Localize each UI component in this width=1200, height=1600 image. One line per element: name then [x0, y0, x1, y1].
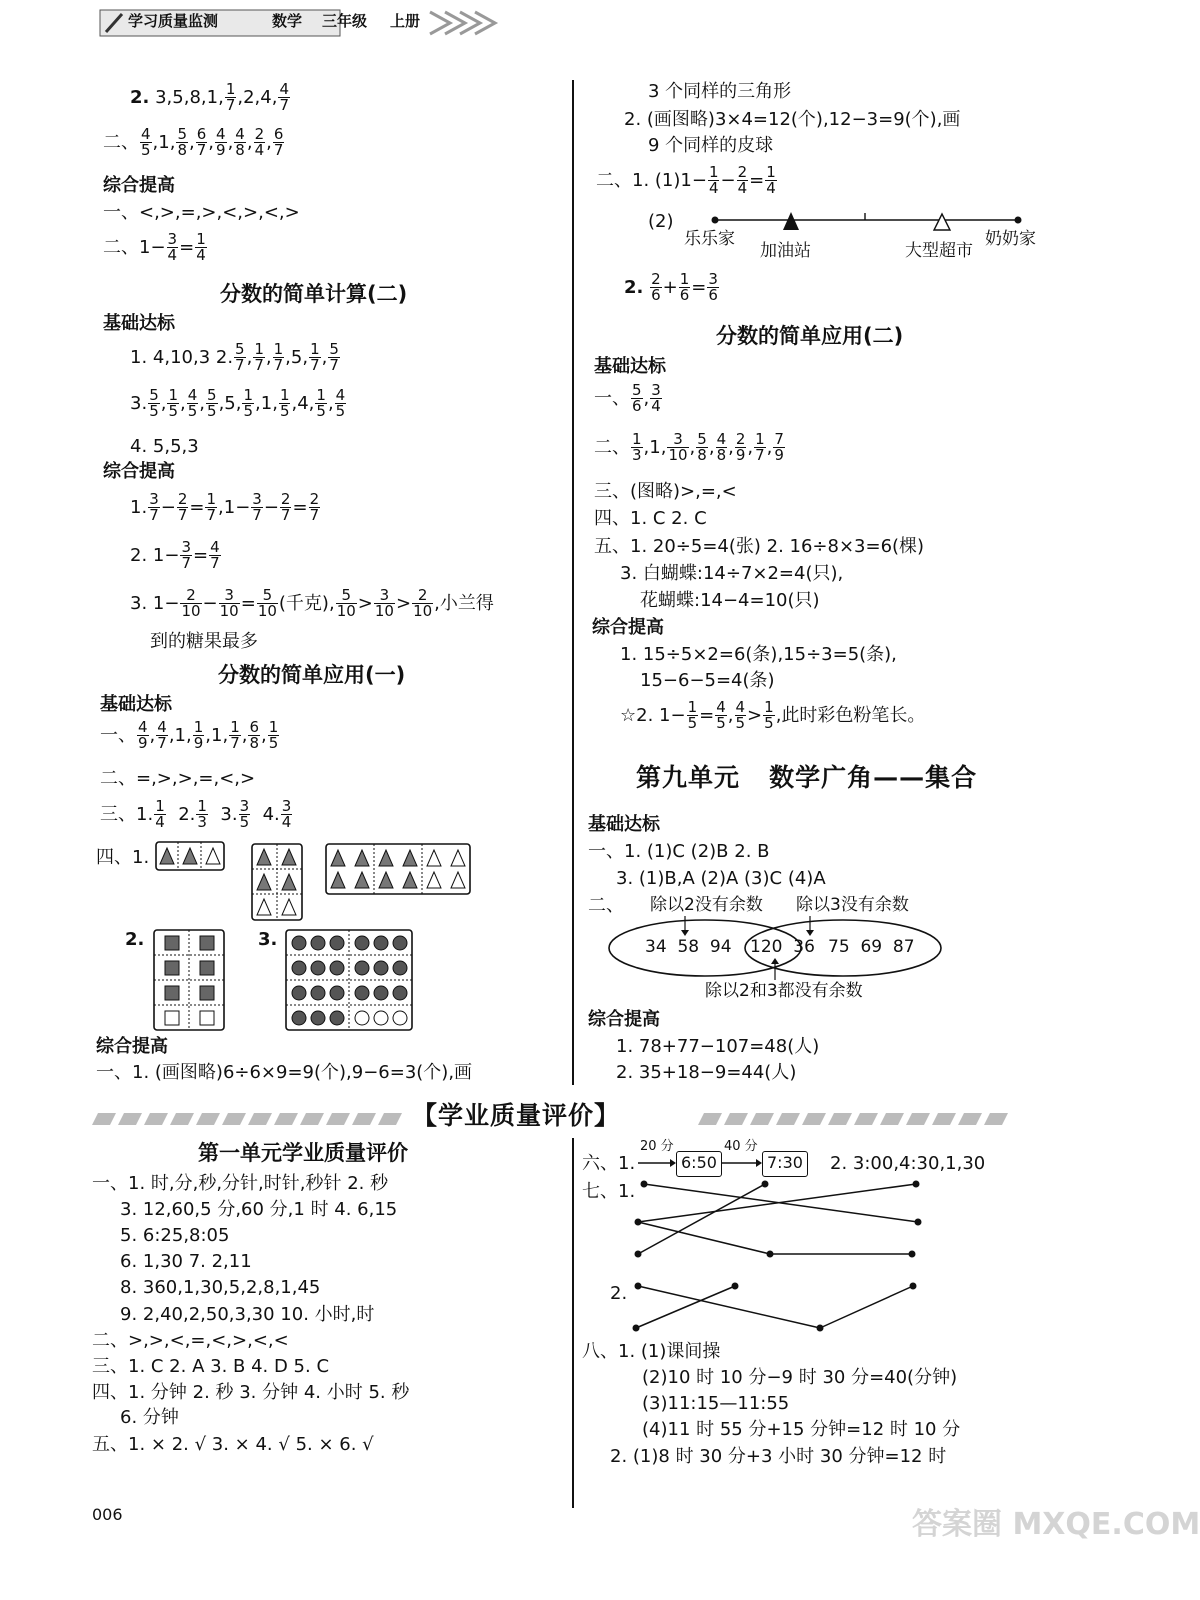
venn-left-set: 34 58 94 [645, 937, 732, 957]
section-label: 综合提高 [588, 1009, 660, 1030]
circle-figure [284, 928, 416, 1032]
answer-line: (2) [648, 211, 674, 232]
venn-intersection: 120 36 [750, 937, 815, 957]
answer-line: 9 个同样的皮球 [648, 135, 774, 156]
header-badge: 学习质量监测 [128, 12, 219, 30]
answer-line: 花蝴蝶:14−4=10(只) [640, 590, 820, 611]
answer-line: 到的糖果最多 [150, 631, 258, 652]
answer-line: 二、 $\frac{4}{5}$ ,1, $\frac{5}{8}$ , $\frac{6}{7}$ , $\frac{4}{9}$ , $\frac{4}{8}$ , $\frac{2}{4}$ , $\frac{6}{7}$ [103, 125, 284, 160]
answer-line: 5. 6:25,8:05 [120, 1225, 230, 1246]
answer-line: 二、1− $\frac{3}{4}$ = $\frac{1}{4}$ [103, 230, 206, 265]
answer-line: 二、 [588, 895, 624, 916]
answer-line: 1. 4,10,3 2. $\frac{5}{7}$ , $\frac{1}{7}$ , $\frac{1}{7}$ ,5, $\frac{1}{7}$ , $\frac{5}{7}$ [130, 340, 339, 375]
answer-line: 1. 78+77−107=48(人) [616, 1036, 820, 1057]
answer-line: 3 个同样的三角形 [648, 81, 792, 102]
answer-line: (4)11 时 55 分+15 分钟=12 时 10 分 [642, 1419, 961, 1440]
time-box: 7:30 [762, 1151, 808, 1177]
answer-line: 一、<,>,=,>,<,>,<,> [103, 202, 300, 223]
arrow-label: 20 分 [640, 1139, 674, 1154]
answer-line: 2. 3,5,8,1, $\frac{1}{7}$ ,2,4, $\frac{4}{7}$ [130, 80, 289, 115]
answer-line: 四、1. 分钟 2. 秒 3. 分钟 4. 小时 5. 秒 [92, 1382, 410, 1403]
section-title: 分数的简单计算(二) [220, 282, 408, 306]
answer-line: 三、1. C 2. A 3. B 4. D 5. C [92, 1356, 330, 1377]
answer-line: 八、1. (1)课间操 [582, 1341, 721, 1362]
answer-line: 一、 $\frac{5}{6}$ , $\frac{3}{4}$ [594, 381, 661, 416]
section-label: 基础达标 [100, 694, 172, 715]
time-arrows [638, 1156, 768, 1170]
answer-line: 4. 5,5,3 [130, 436, 199, 457]
section-title: 第一单元学业质量评价 [198, 1141, 408, 1165]
answer-line: 3. $\frac{5}{5}$ , $\frac{1}{5}$ , $\frac{4}{5}$ , $\frac{5}{5}$ ,5, $\frac{1}{5}$ ,1, $\frac{1}{5}$ ,4, $\frac{1}{5}$ , $\frac{4}{5}$ [130, 386, 346, 421]
section-label: 综合提高 [592, 617, 664, 638]
answer-line: 四、1. C 2. C [594, 508, 707, 529]
watermark: 答案圈 MXQE.COM [912, 1507, 1200, 1542]
section-label: 综合提高 [96, 1036, 168, 1057]
answer-line: 一、1. (1)C (2)B 2. B [588, 841, 770, 862]
answer-line: 六、1. [582, 1153, 636, 1174]
section-label: 基础达标 [594, 356, 666, 377]
answer-line: 一、1. 时,分,秒,分针,时针,秒针 2. 秒 [92, 1173, 389, 1194]
answer-line: (3)11:15—11:55 [642, 1393, 790, 1414]
answer-line: 2. (1)8 时 30 分+3 小时 30 分钟=12 时 [610, 1446, 947, 1467]
answer-line: 2. $\frac{2}{6}$ + $\frac{1}{6}$ = $\frac{3}{6}$ [624, 270, 718, 305]
section-label: 基础达标 [103, 313, 175, 334]
answer-line: 二、>,>,<,=,<,>,<,< [92, 1330, 289, 1351]
triangle-box-2 [252, 844, 302, 920]
matching-lines [620, 1178, 940, 1338]
answer-line: 五、1. × 2. √ 3. × 4. √ 5. × 6. √ [92, 1434, 374, 1455]
page-number: 006 [92, 1505, 123, 1524]
answer-line: 五、1. 20÷5=4(张) 2. 16÷8×3=6(棵) [594, 536, 925, 557]
answer-line: 3. 1− $\frac{2}{10}$ − $\frac{3}{10}$ = $\frac{5}{10}$ (千克), $\frac{5}{10}$ > $\frac{3}{10}$ > $\frac{2}{10}$ ,小兰得 [130, 586, 494, 621]
map-label-supermarket: 大型超市 [905, 241, 973, 261]
time-box: 6:50 [676, 1151, 722, 1177]
answer-line: 三、(图略)>,=,< [594, 481, 737, 502]
triangle-box-3 [326, 844, 470, 894]
answer-line: 15−6−5=4(条) [640, 670, 775, 691]
answer-line: 2. (画图略)3×4=12(个),12−3=9(个),画 [624, 109, 961, 130]
answer-line: 二、1. (1)1− $\frac{1}{4}$ − $\frac{2}{4}$ = $\frac{1}{4}$ [596, 163, 776, 198]
answer-line: 一、 $\frac{4}{9}$ , $\frac{4}{7}$ ,1, $\frac{1}{9}$ ,1, $\frac{1}{7}$ , $\frac{6}{8}$ , $\frac{1}{5}$ [100, 718, 279, 753]
section-title: 分数的简单应用(一) [218, 663, 406, 687]
answer-line: 2. 35+18−9=44(人) [616, 1062, 797, 1083]
answer-line: 9. 2,40,2,50,3,30 10. 小时,时 [120, 1304, 375, 1325]
venn-left-label: 除以2没有余数 [650, 895, 763, 915]
answer-line: 一、1. (画图略)6÷6×9=9(个),9−6=3(个),画 [96, 1062, 473, 1083]
answer-line: 1. $\frac{3}{7}$ − $\frac{2}{7}$ = $\frac{1}{7}$ ,1− $\frac{3}{7}$ − $\frac{2}{7}$ = $\frac{2}{7}$ [130, 490, 320, 525]
answer-line: 6. 1,30 7. 2,11 [120, 1251, 252, 1272]
header-grade: 三年级 [322, 12, 368, 30]
map-label-grandma-home: 奶奶家 [985, 229, 1036, 249]
answer-line: 2. 1− $\frac{3}{7}$ = $\frac{4}{7}$ [130, 538, 220, 573]
answer-line: 2. [610, 1283, 628, 1304]
map-label-gas-station: 加油站 [760, 241, 811, 261]
arrow-label: 40 分 [724, 1139, 758, 1154]
venn-bottom-label: 除以2和3都没有余数 [705, 981, 863, 1001]
answer-line: 二、=,>,>,=,<,> [100, 768, 256, 789]
answer-line: 8. 360,1,30,5,2,8,1,45 [120, 1277, 321, 1298]
section-label: 综合提高 [103, 175, 175, 196]
answer-line: 2. [125, 929, 145, 950]
answer-line: (2)10 时 10 分−9 时 30 分=40(分钟) [642, 1367, 958, 1388]
answer-line: 3. [258, 929, 278, 950]
answer-line: ☆2. 1− $\frac{1}{5}$ = $\frac{4}{5}$ , $\frac{4}{5}$ > $\frac{1}{5}$ ,此时彩色粉笔长。 [620, 698, 926, 733]
section-label: 基础达标 [588, 814, 660, 835]
section-label: 综合提高 [103, 461, 175, 482]
route-map-line [700, 208, 1030, 238]
triangle-figures [150, 840, 480, 928]
answer-line: 6. 分钟 [120, 1407, 179, 1428]
venn-right-set: 75 69 87 [828, 937, 915, 957]
answer-line: 四、1. [96, 847, 150, 868]
square-figure [152, 928, 227, 1032]
bottom-column-divider [572, 1138, 574, 1508]
answer-line: 二、 $\frac{1}{3}$ ,1, $\frac{3}{10}$ , $\frac{5}{8}$ , $\frac{4}{8}$ , $\frac{2}{9}$ , $\frac{1}{7}$ , $\frac{7}{9}$ [594, 430, 784, 465]
page-header [100, 8, 520, 38]
answer-line: 七、1. [582, 1181, 636, 1202]
map-label-home: 乐乐家 [684, 229, 735, 249]
answer-line: 3. 12,60,5 分,60 分,1 时 4. 6,15 [120, 1199, 398, 1220]
venn-right-label: 除以3没有余数 [796, 895, 909, 915]
column-divider [572, 80, 574, 1085]
answer-line: 1. 15÷5×2=6(条),15÷3=5(条), [620, 644, 897, 665]
header-subject: 数学 [272, 12, 303, 30]
unit-title: 第九单元 数学广角——集合 [636, 763, 978, 792]
answer-line: 三、1. $\frac{1}{4}$ 2. $\frac{1}{3}$ 3. $\frac{3}{5}$ 4. $\frac{3}{4}$ [100, 797, 292, 832]
triangle-box-1 [156, 842, 224, 870]
header-volume: 上册 [390, 12, 421, 30]
section-title: 分数的简单应用(二) [716, 324, 904, 348]
banner-title: 【学业质量评价】 [412, 1101, 621, 1130]
answer-line: 2. 3:00,4:30,1,30 [830, 1153, 986, 1174]
answer-line: 3. 白蝴蝶:14÷7×2=4(只), [620, 563, 844, 584]
answer-line: 3. (1)B,A (2)A (3)C (4)A [616, 868, 826, 889]
